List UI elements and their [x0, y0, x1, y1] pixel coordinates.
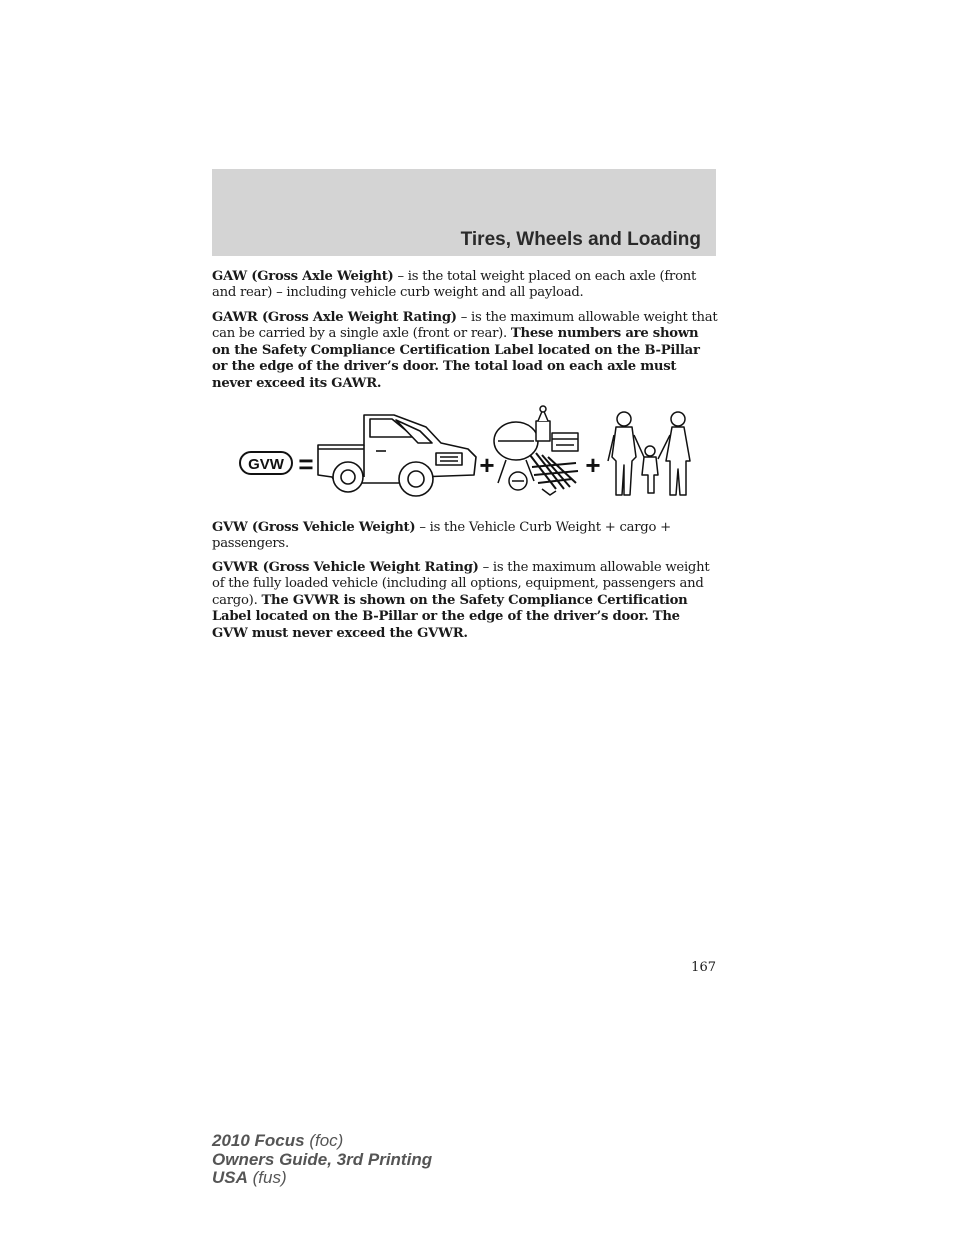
definition-gawr: – is the maximum allowable weight that can be carried by a single axle (front or rear). — [212, 310, 718, 342]
definition-gvw: – is the Vehicle Curb Weight + cargo + passengers. — [212, 520, 671, 552]
equals-sign: = — [298, 449, 314, 479]
plus-sign-1: + — [479, 450, 495, 480]
footer — [212, 1132, 432, 1188]
gvw-illustration — [236, 405, 696, 500]
section-title: Tires, Wheels and Loading — [460, 229, 701, 250]
passengers-icon — [608, 412, 690, 495]
term-gaw: GAW (Gross Axle Weight) — [212, 269, 394, 284]
footer-region: USA — [212, 1168, 248, 1187]
emphasis-gawr: These numbers are shown on the Safety Compliance Certification Label located on the B-Pillar or the edge of the driver’s door. The total load on each axle must never exceed its GAWR. — [212, 326, 700, 391]
footer-line-2: Owners Guide, 3rd Printing — [212, 1149, 433, 1169]
term-gawr: GAWR (Gross Axle Weight Rating) — [212, 310, 457, 325]
page-number: 167 — [691, 960, 716, 975]
definition-gaw: – is the total weight placed on each axle (front and rear) – including vehicle curb weight and all payload. — [212, 269, 697, 301]
footer-model-code: (foc) — [304, 1131, 344, 1150]
term-gvw: GVW (Gross Vehicle Weight) — [212, 520, 416, 535]
cargo-icon — [494, 406, 578, 495]
footer-line-1 — [212, 1132, 432, 1151]
gvw-badge-label: GVW — [248, 456, 284, 473]
paragraph-gvwr — [212, 560, 718, 642]
section-header-band — [212, 169, 716, 256]
emphasis-gvwr: The GVWR is shown on the Safety Compliance Certification Label located on the B-Pillar or the edge of the driver’s door. The GVW must never exceed the GVWR. — [212, 592, 688, 641]
plus-sign-2: + — [585, 450, 601, 480]
paragraph-gaw — [212, 269, 718, 302]
gvw-badge — [240, 452, 292, 474]
paragraph-gawr — [212, 310, 718, 392]
paragraph-gvw — [212, 520, 718, 553]
pickup-truck-icon — [318, 415, 476, 496]
footer-line-3 — [212, 1169, 432, 1188]
footer-model: 2010 Focus — [212, 1131, 305, 1150]
term-gvwr: GVWR (Gross Vehicle Weight Rating) — [212, 560, 479, 575]
footer-region-code: (fus) — [247, 1168, 287, 1187]
definition-gvwr: – is the maximum allowable weight of the fully loaded vehicle (including all options, equipment, passengers and cargo). — [212, 560, 710, 608]
